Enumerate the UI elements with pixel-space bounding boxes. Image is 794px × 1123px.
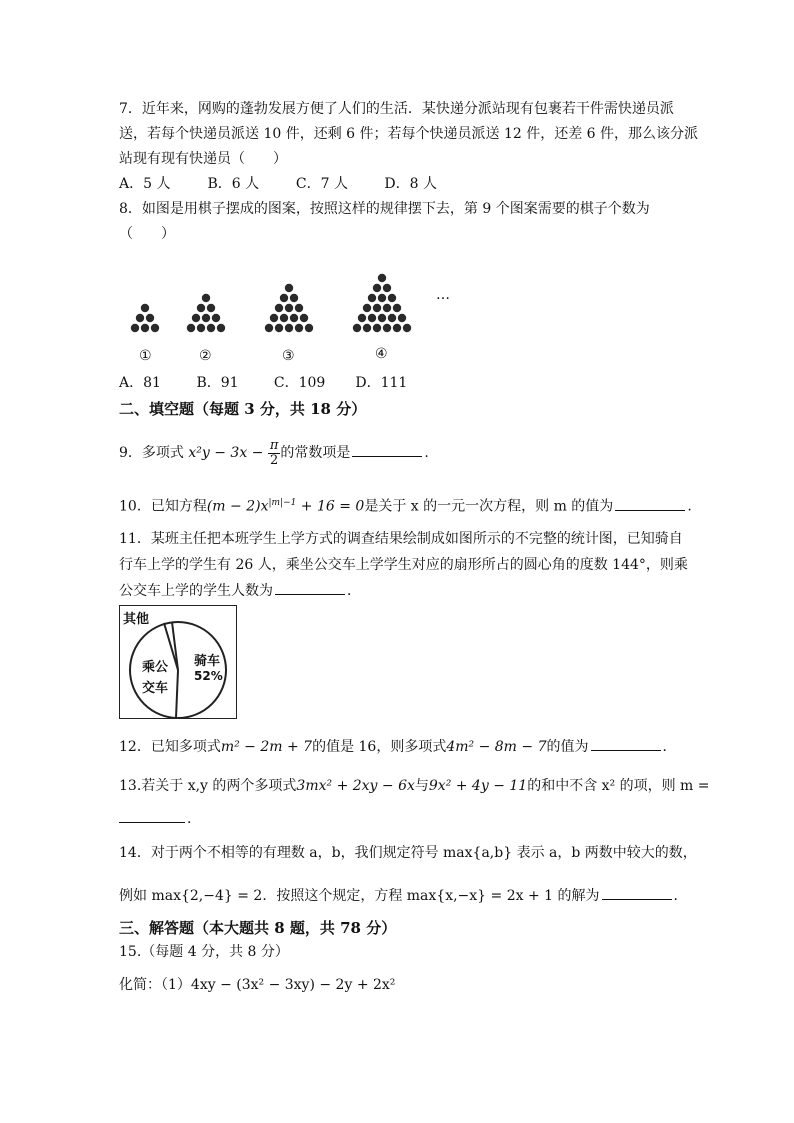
q7-option-b: B．6 人: [207, 176, 260, 192]
q10-suffix: 是关于 x 的一元一次方程，则 m 的值为: [364, 498, 614, 515]
chess-piece: [212, 314, 220, 322]
chess-dots: [131, 274, 411, 332]
chess-piece: [290, 294, 298, 302]
chess-piece: [378, 274, 386, 282]
chess-piece: [373, 284, 381, 292]
q8-option-c: C．109: [273, 375, 326, 391]
pie-label-bike-pct: 52%: [194, 669, 223, 683]
q9: [119, 438, 429, 468]
q9-fraction: [268, 439, 281, 468]
q12-end: ．: [662, 739, 677, 755]
q13-expr1: 3mx² + 2xy − 6x: [296, 778, 415, 794]
q12-answer-blank[interactable]: [591, 736, 661, 751]
chess-piece: [388, 294, 396, 302]
q9-expr: x²y − 3x −: [188, 445, 268, 461]
chess-piece: [353, 324, 361, 332]
chess-piece: [393, 324, 401, 332]
q13-answer-blank[interactable]: [119, 808, 185, 823]
q9-end: .: [424, 445, 429, 461]
chess-piece: [290, 314, 298, 322]
q11-line3-text: 公交车上学的学生人数为: [119, 583, 273, 599]
q13-end: .: [187, 811, 192, 827]
q7-line1: 7．近年来，网购的蓬勃发展方便了人们的生活．某快递分派站现有包裹若干件需快递员派: [119, 101, 674, 117]
q10-end: .: [687, 498, 692, 515]
q11-line3: [119, 580, 361, 601]
chess-piece: [378, 314, 386, 322]
q9-frac-num: π: [269, 437, 279, 453]
chess-piece: [373, 324, 381, 332]
chess-piece: [192, 314, 200, 322]
chess-piece: [358, 314, 366, 322]
q10-expr2: + 16 = 0: [296, 498, 365, 515]
q11-line1: 11．某班主任把本班学生上学方式的调查结果绘制成如图所示的不完整的统计图，已知骑自: [119, 531, 683, 547]
q10: [119, 493, 692, 517]
q13-suffix: 的和中不含 x² 的项，则 m =: [527, 778, 710, 794]
pattern-label-4: ④: [375, 346, 388, 362]
chess-piece: [265, 324, 273, 332]
pie-divider-bike-bus: [176, 670, 178, 718]
q8-option-d: D．111: [355, 375, 408, 391]
chess-piece: [383, 284, 391, 292]
chess-piece: [136, 314, 144, 322]
q8-option-b: B．91: [196, 375, 239, 391]
chess-piece: [285, 304, 293, 312]
chess-piece: [378, 294, 386, 302]
q10-answer-blank[interactable]: [615, 496, 685, 511]
chess-piece: [363, 304, 371, 312]
chess-piece: [285, 284, 293, 292]
section2-heading: 二、填空题（每题 3 分，共 18 分）: [119, 400, 367, 418]
q12-suffix: 的值为: [546, 739, 589, 755]
q13-expr2: 9x² + 4y − 11: [428, 778, 528, 794]
chess-piece: [295, 324, 303, 332]
pie-label-bus-1: 乘公: [142, 660, 169, 675]
pattern-label-2: ②: [199, 348, 212, 364]
chess-piece: [197, 304, 205, 312]
q12-expr2: 4m² − 8m − 7: [446, 739, 547, 755]
pie-label-bike: 骑车: [194, 654, 221, 669]
q14-answer-blank[interactable]: [602, 885, 672, 900]
q8-option-a: A．81: [119, 375, 161, 391]
q9-answer-blank[interactable]: [352, 442, 422, 457]
q11-end: ．: [347, 583, 361, 599]
q7-line2: 送，若每个快递员派送 10 件，还剩 6 件；若每个快递员派送 12 件，还差 6 件，那么该分派: [119, 126, 699, 142]
q12: [119, 736, 677, 757]
q15-line2: 化简：（1）4xy − (3x² − 3xy) − 2y + 2x²: [119, 977, 396, 993]
chess-piece: [368, 294, 376, 302]
q11-line2: 行车上学的学生有 26 人，乘坐公交车上学学生对应的扇形所占的圆心角的度数 144°，则乘: [119, 557, 688, 573]
q15-line1: 15.（每题 4 分，共 8 分）: [119, 944, 289, 960]
q7-option-c: C．7 人: [295, 176, 348, 192]
pie-label-bus-2: 交车: [142, 681, 169, 696]
chess-piece: [207, 304, 215, 312]
chess-piece: [280, 294, 288, 302]
q13: [119, 776, 710, 796]
q10-prefix: 10．已知方程: [119, 498, 207, 515]
pie-label-other: 其他: [123, 612, 150, 627]
chess-piece: [146, 314, 154, 322]
chess-piece: [270, 314, 278, 322]
chess-piece: [383, 304, 391, 312]
q14-line2-text: 例如 max{2,−4} = 2．按照这个规定，方程 max{x,−x} = 2x + 1 的解为: [119, 888, 600, 904]
q14-line1: 14．对于两个不相等的有理数 a，b，我们规定符号 max{a,b} 表示 a，b 两数中较大的数，: [119, 845, 697, 861]
chess-piece: [388, 314, 396, 322]
q12-expr1: m² − 2m + 7: [220, 739, 313, 755]
section3-heading: 三、解答题（本大题共 8 题，共 78 分）: [119, 919, 397, 937]
chess-piece: [131, 324, 139, 332]
pie-chart-frame: [119, 605, 237, 719]
chess-piece: [363, 324, 371, 332]
q9-prefix: 9．多项式: [119, 445, 189, 461]
chess-piece: [300, 314, 308, 322]
chess-piece: [202, 294, 210, 302]
chess-piece: [275, 324, 283, 332]
chess-piece: [187, 324, 195, 332]
chess-piece: [285, 324, 293, 332]
chess-piece: [202, 314, 210, 322]
q12-mid: 的值是 16，则多项式: [312, 739, 447, 755]
q8-line1: 8．如图是用棋子摆成的图案，按照这样的规律摆下去，第 9 个图案需要的棋子个数为: [119, 201, 650, 217]
q7-line3: 站现有现有快递员（ ）: [119, 151, 287, 167]
chess-piece: [275, 304, 283, 312]
q14-line2: [119, 885, 688, 906]
chess-piece: [373, 304, 381, 312]
q7-option-a: A．5 人: [119, 176, 171, 192]
chess-piece: [280, 314, 288, 322]
chess-piece: [383, 324, 391, 332]
q13-prefix: 13.若关于 x,y 的两个多项式: [119, 778, 297, 794]
chess-piece: [398, 314, 406, 322]
chess-piece: [141, 304, 149, 312]
q8-line2: （ ）: [119, 226, 175, 242]
q13-line2: [119, 808, 191, 829]
chess-piece: [403, 324, 411, 332]
q9-frac-den: 2: [269, 452, 279, 468]
q8-options: [119, 373, 407, 393]
chess-piece: [141, 324, 149, 332]
q13-mid: 与: [414, 778, 429, 794]
pattern-ellipsis: …: [436, 287, 450, 303]
q9-suffix: 的常数项是: [280, 445, 351, 461]
q10-exponent: |m|−1: [268, 498, 297, 508]
chess-piece: [207, 324, 215, 332]
q14-end: ．: [673, 888, 688, 904]
q12-prefix: 12．已知多项式: [119, 739, 221, 755]
chess-piece: [305, 324, 313, 332]
chess-piece: [197, 324, 205, 332]
q7-option-d: D．8 人: [384, 176, 437, 192]
chess-piece: [368, 314, 376, 322]
q11-answer-blank[interactable]: [275, 580, 345, 595]
chess-pattern-figure: [125, 250, 465, 340]
pattern-label-1: ①: [139, 348, 152, 364]
q10-expr: (m − 2)x: [206, 498, 269, 515]
q7-options: [119, 174, 437, 194]
chess-piece: [393, 304, 401, 312]
chess-piece: [295, 304, 303, 312]
chess-piece: [217, 324, 225, 332]
chess-piece: [151, 324, 159, 332]
pattern-label-3: ③: [282, 348, 295, 364]
